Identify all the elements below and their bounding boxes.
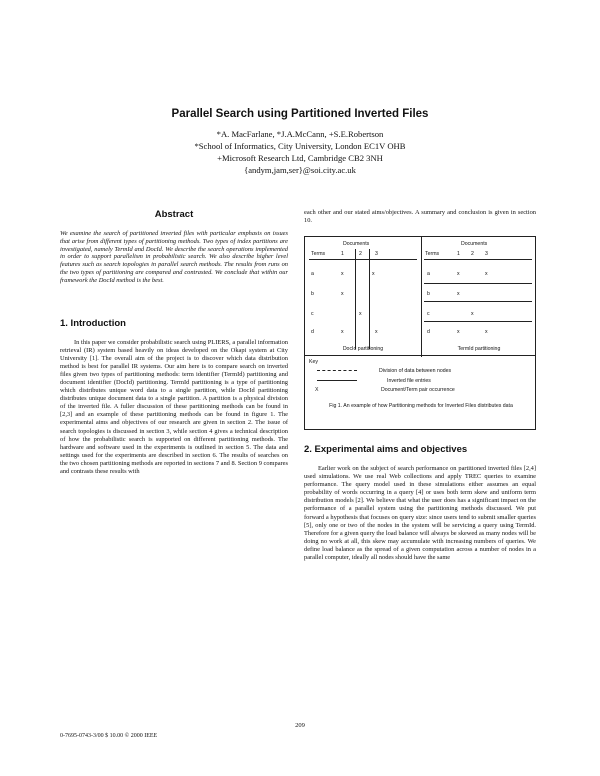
- introduction-heading: 1. Introduction: [60, 318, 126, 329]
- left-mark-b1: x: [341, 291, 344, 297]
- key-solid-line: [317, 380, 357, 381]
- abstract-text: We examine the search of partitioned inverted files with particular emphasis on issues that arise from different types of partitioning methods. Two types of index partitions are investigated, namely TermId and DocId. We describe the search operations implemented in order to support parallelism in probabilistic search. We also describe higher level features such as search topologies in parallel search methods. The results from runs on the two types of partitioning are compared and contrasted. We conclude that within our framework the DocId method is the best.: [60, 230, 288, 284]
- left-mark-a1: x: [341, 271, 344, 277]
- figure-1: [304, 236, 536, 356]
- experimental-heading: 2. Experimental aims and objectives: [304, 444, 468, 455]
- right-panel-title: TermId partitioning: [457, 346, 501, 352]
- isbn-line: 0-7695-0743-3/00 $ 10.00 © 2000 IEEE: [60, 733, 158, 739]
- key-item-entries: Inverted file entries: [387, 378, 431, 384]
- right-mark-c2: x: [471, 311, 474, 317]
- left-documents-header: Documents: [343, 241, 370, 247]
- right-mark-d1: x: [457, 329, 460, 335]
- author-email: {andym,jam,ser}@soi.city.ac.uk: [244, 165, 356, 175]
- left-partition-line-1: [355, 249, 356, 349]
- right-partition-line-3: [424, 321, 532, 322]
- left-row-d: d: [311, 329, 314, 335]
- right-header-rule: [424, 259, 532, 260]
- right-row-a: a: [427, 271, 430, 277]
- right-mark-d3: x: [485, 329, 488, 335]
- left-doc-col-3: 3: [375, 251, 378, 257]
- right-row-d: d: [427, 329, 430, 335]
- right-mark-a1: x: [457, 271, 460, 277]
- left-row-c: c: [311, 311, 314, 317]
- right-doc-col-3: 3: [485, 251, 488, 257]
- author-block: [0, 128, 600, 176]
- key-symbol-x: X: [315, 387, 319, 393]
- right-documents-header: Documents: [461, 241, 488, 247]
- figure-divider: [421, 237, 422, 357]
- right-mark-a3: x: [485, 271, 488, 277]
- left-header-rule: [309, 259, 417, 260]
- right-row-b: b: [427, 291, 430, 297]
- abstract-heading: Abstract: [154, 209, 194, 220]
- left-terms-label: Terms: [311, 251, 326, 257]
- left-doc-col-2: 2: [359, 251, 362, 257]
- right-partition-line-2: [424, 301, 532, 302]
- left-mark-d1: x: [341, 329, 344, 335]
- affiliation-2: +Microsoft Research Ltd, Cambridge CB2 3NH: [217, 153, 383, 163]
- figure-caption: Fig 1. An example of how Partitioning methods for Inverted Files distributes data: [329, 403, 513, 409]
- key-item-occurrence: Document/Term pair occurrence: [381, 387, 455, 393]
- right-doc-col-1: 1: [457, 251, 460, 257]
- key-label: Key: [309, 359, 318, 365]
- left-mark-d3: x: [375, 329, 378, 335]
- right-doc-col-2: 2: [471, 251, 474, 257]
- introduction-body: [60, 339, 288, 476]
- authors-line: *A. MacFarlane, *J.A.McCann, +S.E.Robertson: [216, 129, 384, 139]
- experimental-body: [304, 465, 536, 562]
- experimental-paragraph: Earlier work on the subject of search performance on partitioned inverted files [2,4] used simulations. We use real Web collections and apply TREC queries to examine performance. The query model used in these simulations either assumes an equal probability of words occurring in a query [4] or uses both term skew and uniform term distribution models [2]. We believe that what the user does has a significant impact on the performance of a parallel system using the partitioning methods discussed. We put forward a hypothesis that focuses on query size: since users tend to submit smaller queries [5], only one or two of the nodes in the system will be servicing a query using TermId. Therefore for a given query the load balance will always be skewed as many nodes will be doing no work at all, this skew may accumulate with increasing numbers of queries. We define load balance as the spread of a given computation across a number of nodes in a parallel computer, ideally all nodes should have the same: [304, 465, 536, 562]
- right-partition-line-1: [424, 283, 532, 284]
- left-mark-a3: x: [372, 271, 375, 277]
- affiliation-1: *School of Informatics, City University, London EC1V OHB: [194, 141, 406, 151]
- right-column-continuation: each other and our stated aims/objectives. A summary and conclusion is given in section 10.: [304, 209, 536, 225]
- key-dashed-line: [317, 370, 357, 371]
- figure-key: [304, 356, 536, 430]
- left-panel-title: DocId partitioning: [342, 346, 384, 352]
- page-number: 209: [295, 722, 305, 729]
- left-row-b: b: [311, 291, 314, 297]
- right-mark-b1: x: [457, 291, 460, 297]
- key-item-division: Division of data between nodes: [379, 368, 452, 374]
- left-mark-c2: x: [359, 311, 362, 317]
- left-doc-col-1: 1: [341, 251, 344, 257]
- paper-title: Parallel Search using Partitioned Inverted Files: [171, 108, 429, 120]
- right-row-c: c: [427, 311, 430, 317]
- left-row-a: a: [311, 271, 314, 277]
- introduction-paragraph: In this paper we consider probabilistic search using PLIERS, a parallel information retrieval (IR) system based heavily on ideas developed on the Okapi system at City University [1]. The overall aim of the project is to discover which data distribution method is best for parallel IR systems. Our aim here is to compare search on inverted files given two types of partitioning methods: term identifier (TermId) partitioning and document identifier (DocId) partitioning. TermId partitioning is a type of partitioning which distributes unique word data to a single partition, while DocId partitioning distributes unique document data to a single partition. A partition is a physical division of the inverted file. A fuller discussion of these partitioning methods can be found in [2,3] and an example of these partitioning methods can be found in figure 1. The experimental aims and objectives of our research are given in section 2. The issue of search topologies is discussed in section 3, while section 4 gives a technical description of how the probabilistic search is supported on different partitioning methods. The hardware and software used in the experiments is outlined in section 5. The data and settings used for the experiments are described in section 6. The results of searches on the two chosen partitioning methods are reported in sections 7 and 8. Section 9 compares and contrasts these results with: [60, 339, 288, 475]
- left-partition-line-2: [369, 249, 370, 349]
- right-terms-label: Terms: [425, 251, 440, 257]
